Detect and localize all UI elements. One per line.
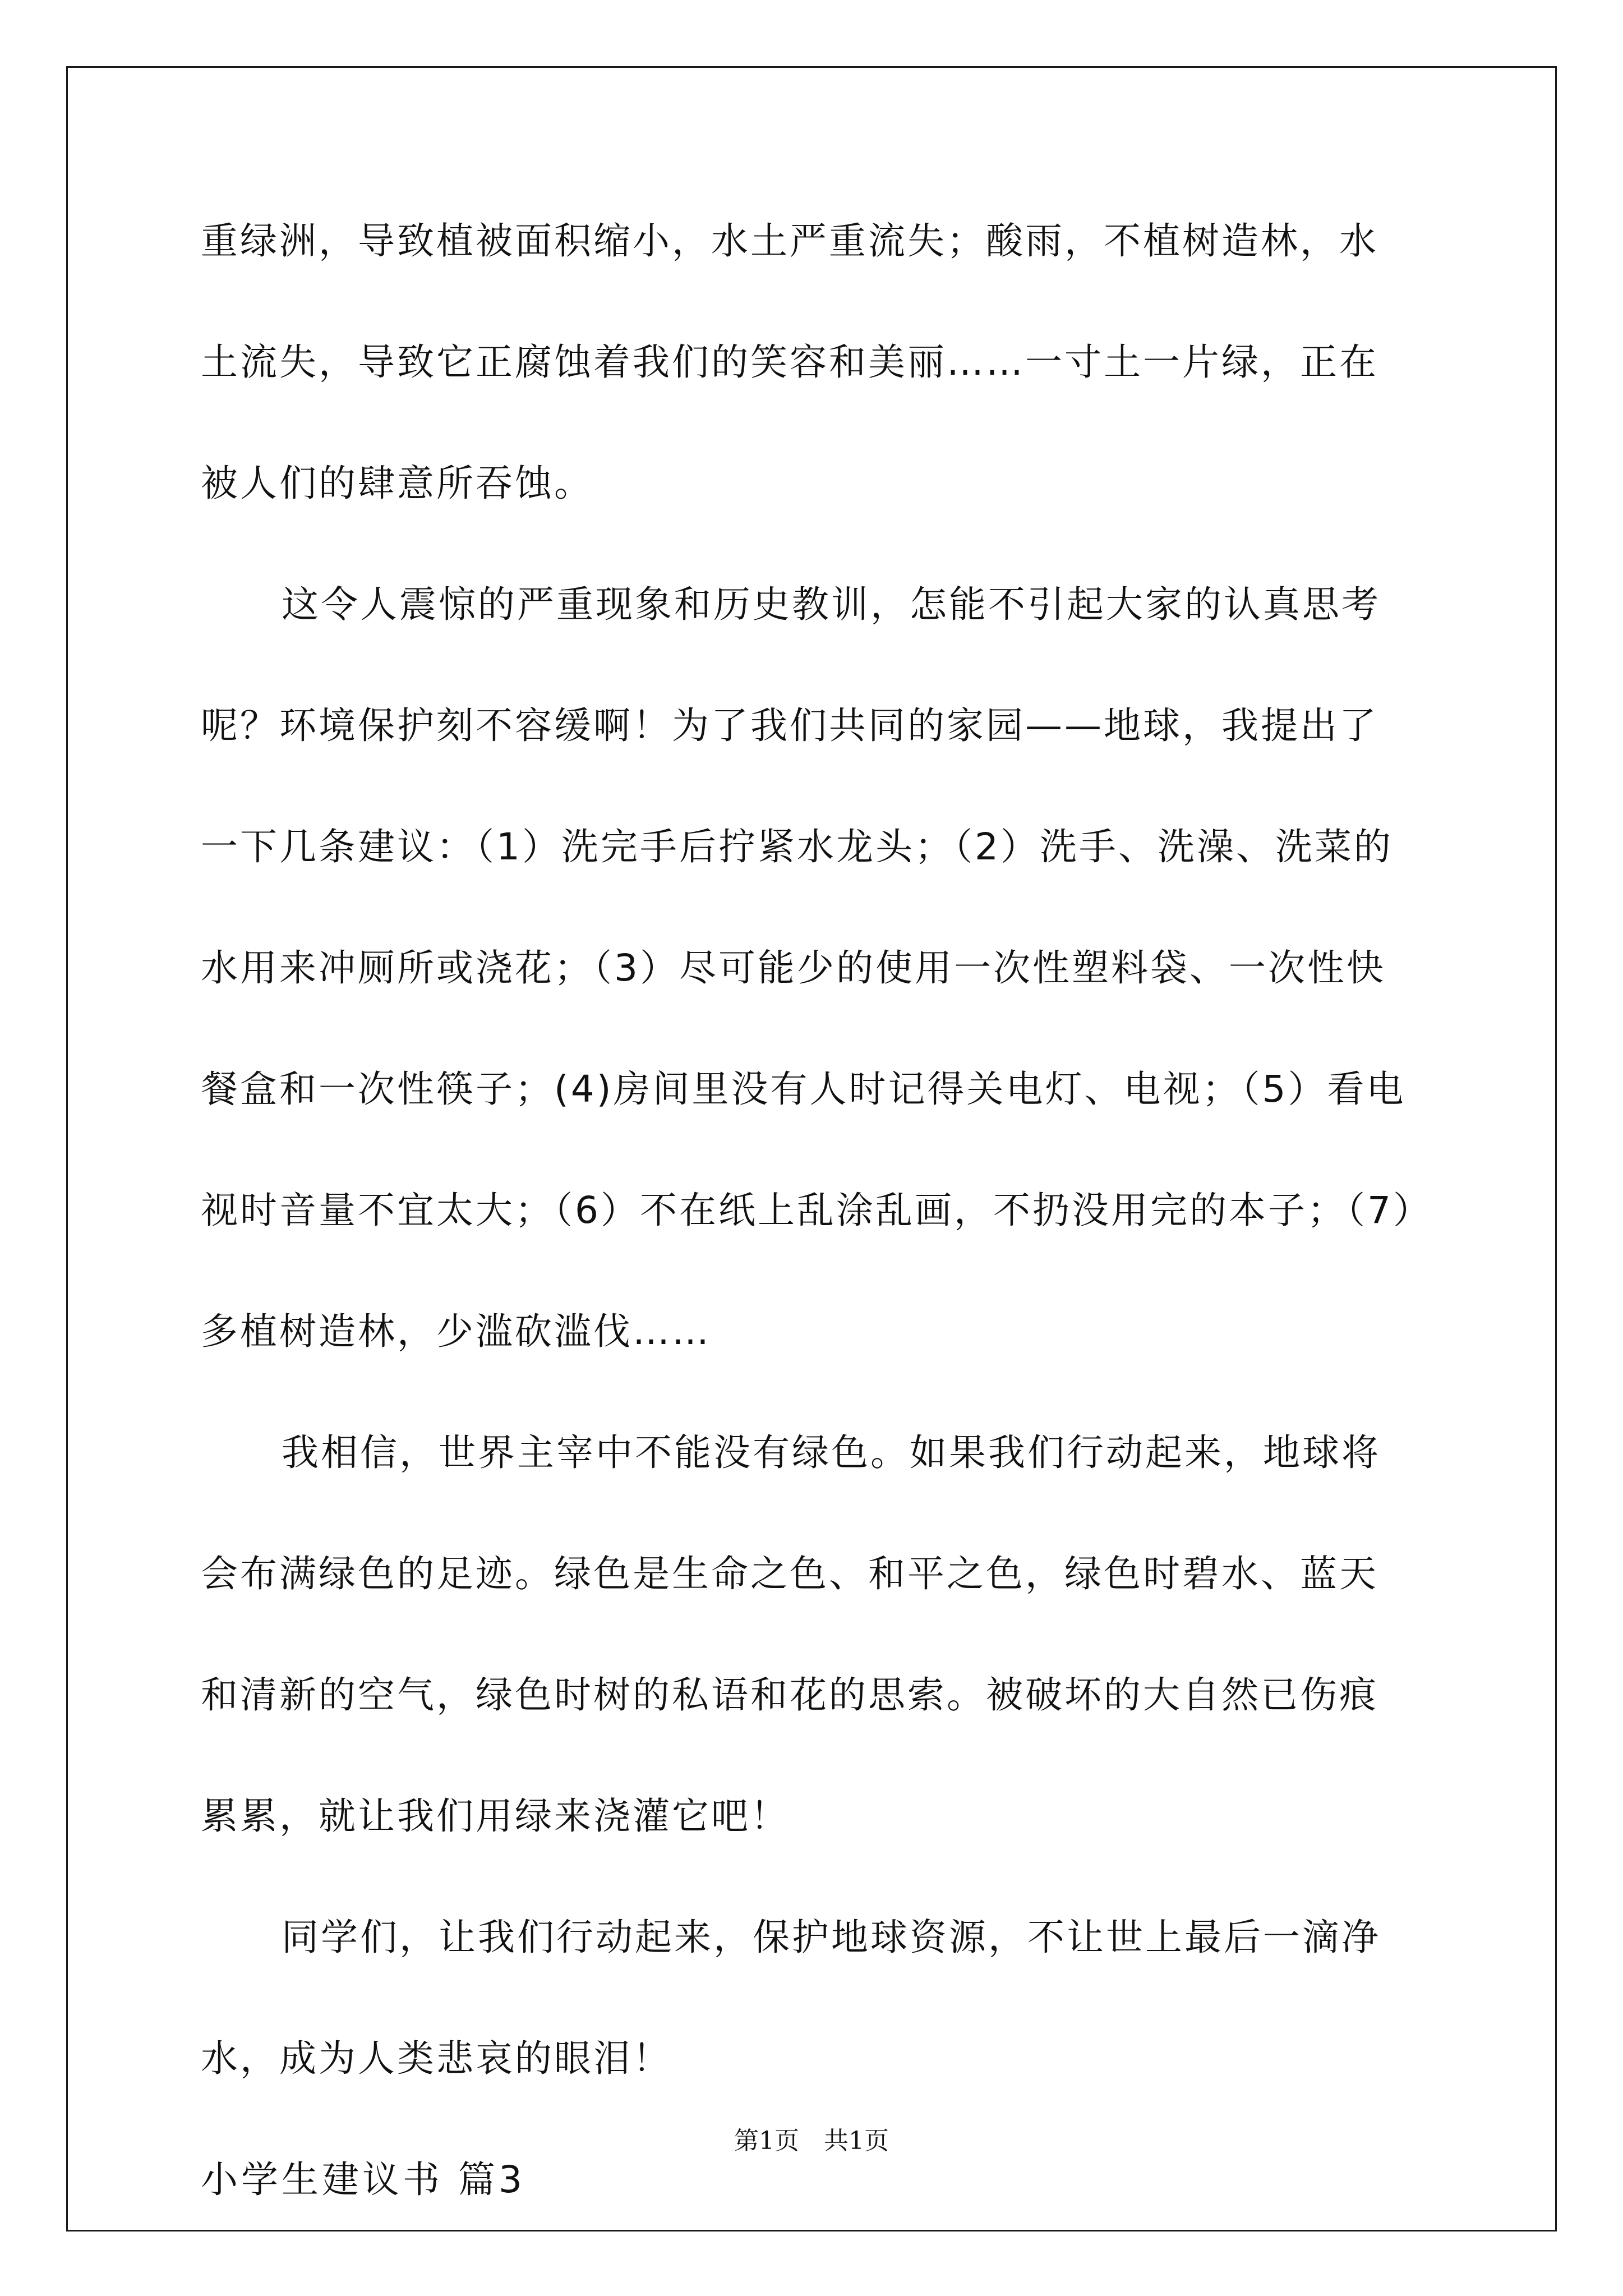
paragraph-start-line: 这令人震惊的严重现象和历史教训，怎能不引起大家的认真思考 bbox=[282, 583, 1381, 626]
text-line: 水用来冲厕所或浇花；（3）尽可能少的使用一次性塑料袋、一次性快 bbox=[201, 946, 1386, 990]
page-footer: 第1页 共1页 bbox=[734, 2127, 889, 2155]
text-line: 累累，就让我们用绿来浇灌它吧！ bbox=[201, 1795, 790, 1838]
text-line: 视时音量不宜太大；（6）不在纸上乱涂乱画，不扔没用完的本子；（7） bbox=[201, 1189, 1432, 1232]
text-line: 呢？环境保护刻不容缓啊！为了我们共同的家园——地球，我提出了 bbox=[201, 704, 1378, 747]
paragraph-start-line: 我相信，世界主宰中不能没有绿色。如果我们行动起来，地球将 bbox=[282, 1431, 1381, 1474]
text-line: 土流失，导致它正腐蚀着我们的笑容和美丽……一寸土一片绿，正在 bbox=[201, 341, 1378, 384]
text-line: 被人们的肆意所吞蚀。 bbox=[201, 462, 593, 505]
document-body bbox=[201, 202, 1435, 2262]
text-line: 重绿洲，导致植被面积缩小，水土严重流失；酸雨，不植树造林，水 bbox=[201, 219, 1378, 263]
text-line: 餐盒和一次性筷子；(4)房间里没有人时记得关电灯、电视；（5）看电 bbox=[201, 1068, 1406, 1111]
section-heading: 小学生建议书 篇3 bbox=[201, 2158, 525, 2201]
text-line: 水，成为人类悲哀的眼泪！ bbox=[201, 2037, 672, 2080]
text-line: 多植树造林，少滥砍滥伐…… bbox=[201, 1310, 711, 1353]
text-line: 会布满绿色的足迹。绿色是生命之色、和平之色，绿色时碧水、蓝天 bbox=[201, 1552, 1378, 1595]
text-line: 一下几条建议：（1）洗完手后拧紧水龙头；（2）洗手、洗澡、洗菜的 bbox=[201, 825, 1393, 868]
paragraph-start-line: 同学们，让我们行动起来，保护地球资源，不让世上最后一滴净 bbox=[282, 1916, 1381, 1959]
text-line: 和清新的空气，绿色时树的私语和花的思索。被破坏的大自然已伤痕 bbox=[201, 1673, 1378, 1717]
